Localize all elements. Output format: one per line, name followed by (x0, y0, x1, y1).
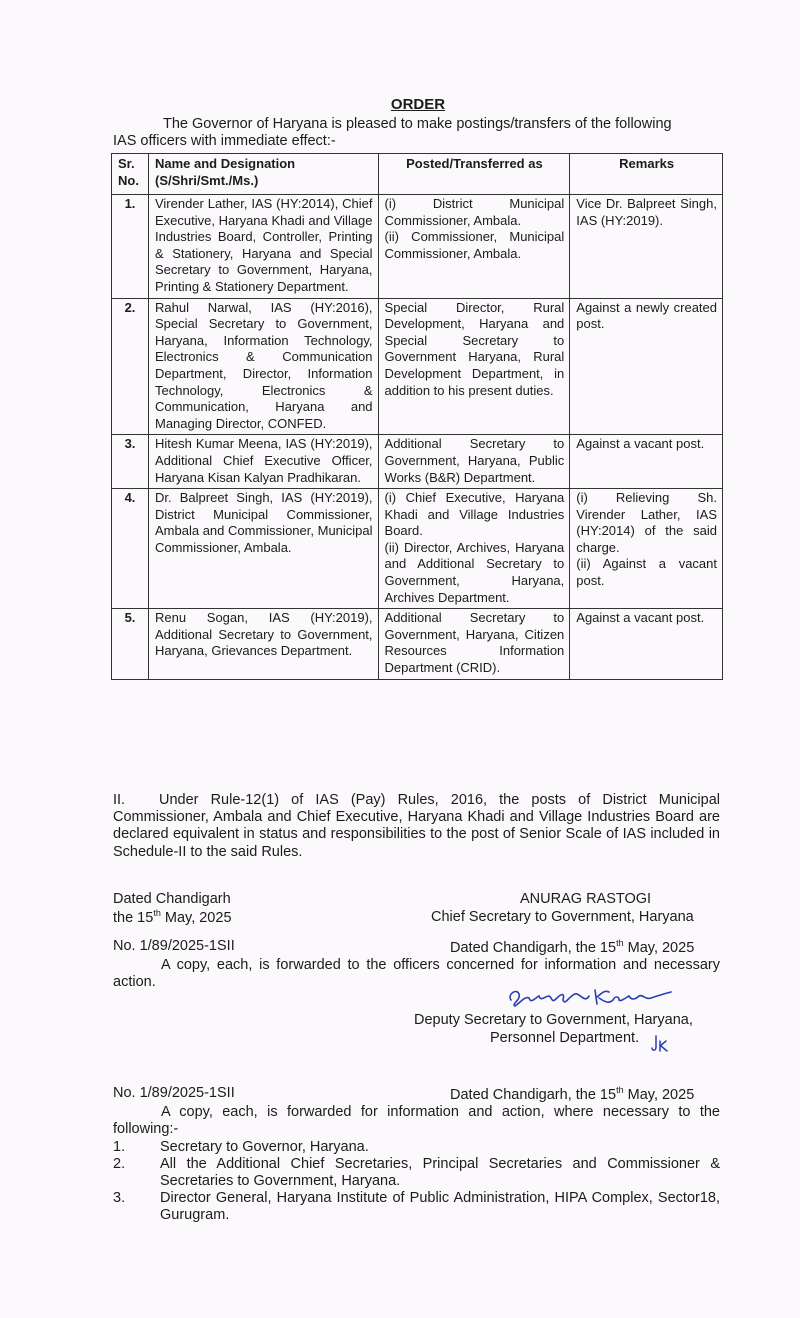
row-sr: 3. (112, 435, 149, 489)
row-posted (378, 609, 570, 679)
signature-image (505, 982, 675, 1010)
row-posted (378, 195, 570, 299)
endorsement-1-number: No. 1/89/2025-1SII (113, 938, 235, 954)
row-remarks-item: Vice Dr. Balpreet Singh, IAS (HY:2019). (576, 196, 717, 228)
header-sr-line-2: No. (118, 172, 139, 188)
dated-date-prefix: the 15 (113, 909, 154, 926)
header-posted: Posted/Transferred as (378, 154, 570, 195)
row-name: Virender Lather, IAS (HY:2014), Chief Executive, Haryana Khadi and Village Industries Board, Controller, Printing & Stationery, Haryana and Special Secretary to Government, Haryana, Printing & Stationery Department. (148, 195, 378, 299)
endorsement-2-date (450, 1085, 694, 1103)
row-posted-item: (ii) Commissioner, Municipal Commissioner, Ambala. (384, 229, 565, 261)
row-sr: 1. (112, 195, 149, 299)
table-row (112, 435, 723, 489)
order-title: ORDER (390, 96, 446, 113)
row-remarks-item: Against a newly created post. (576, 299, 717, 332)
intro-line-1: The Governor of Haryana is pleased to make postings/transfers of the following (163, 116, 672, 132)
endorsement-1-date-sup: th (616, 938, 624, 948)
rule-paragraph-number: II. (113, 792, 126, 808)
endorsement-2-number: No. 1/89/2025-1SII (113, 1085, 235, 1101)
list-item-text: Secretary to Governor, Haryana. (160, 1139, 369, 1155)
row-sr: 4. (112, 489, 149, 609)
header-name (148, 154, 378, 195)
header-sr-line-1: Sr. (118, 156, 135, 171)
dated-date-sup: th (153, 908, 161, 918)
row-posted-item: Additional Secretary to Government, Haryana, Public Works (B&R) Department. (384, 436, 565, 485)
endorsement-2-text-content: A copy, each, is forwarded for information and action, where necessary to the following:- (113, 1104, 720, 1137)
dated-date (113, 908, 232, 926)
rule-paragraph-text: Under Rule-12(1) of IAS (Pay) Rules, 2016, the posts of District Municipal Commissioner, Ambala and Chief Executive, Haryana Khadi and Village Industries Board are declared equivalent in status and responsibilities to the post of Senior Scale of IAS included in Schedule-II to the said Rules. (113, 792, 720, 860)
list-item-number: 1. (113, 1139, 126, 1155)
list-item (113, 1156, 720, 1190)
dated-date-suffix: May, 2025 (160, 909, 232, 926)
row-name: Renu Sogan, IAS (HY:2019), Additional Secretary to Government, Haryana, Grievances Department. (148, 609, 378, 679)
row-name: Dr. Balpreet Singh, IAS (HY:2019), District Municipal Commissioner, Ambala and Commissioner, Municipal Commissioner, Ambala. (148, 489, 378, 609)
rule-paragraph (113, 792, 720, 861)
header-remarks: Remarks (570, 154, 723, 195)
table-row (112, 195, 723, 299)
table-row (112, 489, 723, 609)
row-posted (378, 298, 570, 435)
row-name: Hitesh Kumar Meena, IAS (HY:2019), Additional Chief Executive Officer, Haryana Kisan Kalyan Pradhikaran. (148, 435, 378, 489)
row-remarks-item: (i) Relieving Sh. Virender Lather, IAS (HY:2014) of the said charge. (576, 490, 717, 555)
deputy-secretary-title-2: Personnel Department. (490, 1030, 640, 1046)
row-posted (378, 435, 570, 489)
endorsement-2-date-suffix: May, 2025 (623, 1086, 695, 1103)
header-sr (112, 154, 149, 195)
row-remarks-item: (ii) Against a vacant post. (576, 556, 717, 589)
endorsement-1-date-suffix: May, 2025 (623, 939, 695, 956)
signatory-name: ANURAG RASTOGI (520, 891, 652, 907)
list-item-text: Director General, Haryana Institute of Public Administration, HIPA Complex, Sector18, Gurugram. (160, 1190, 720, 1223)
header-name-line-2: (S/Shri/Smt./Ms.) (154, 172, 259, 188)
endorsement-2-text (113, 1104, 720, 1138)
row-posted (378, 489, 570, 609)
row-posted-item: (i) Chief Executive, Haryana Khadi and Village Industries Board. (384, 490, 565, 539)
table-header-row (112, 154, 723, 195)
table-row (112, 609, 723, 679)
endorsement-2-date-prefix: Dated Chandigarh, the 15 (450, 1086, 617, 1103)
header-name-line-1: Name and Designation (154, 156, 296, 171)
list-item-number: 3. (113, 1190, 126, 1206)
row-posted-item: Additional Secretary to Government, Haryana, Citizen Resources Information Department (CRID). (384, 610, 565, 676)
list-item (113, 1190, 720, 1224)
postings-table (111, 153, 723, 680)
intro-line-2: IAS officers with immediate effect:- (113, 133, 336, 149)
row-remarks (570, 195, 723, 299)
endorsement-1-date-prefix: Dated Chandigarh, the 15 (450, 939, 617, 956)
list-item (113, 1139, 720, 1156)
row-remarks (570, 489, 723, 609)
row-posted-item: (i) District Municipal Commissioner, Ambala. (384, 196, 565, 228)
row-posted-item: (ii) Director, Archives, Haryana and Additional Secretary to Government, Haryana, Archives Department. (384, 539, 565, 605)
list-item-number: 2. (113, 1156, 126, 1172)
row-remarks (570, 435, 723, 489)
endorsement-1-date (450, 938, 694, 956)
dated-place: Dated Chandigarh (113, 891, 231, 907)
table-row (112, 298, 723, 435)
signatory-title: Chief Secretary to Government, Haryana (431, 909, 694, 925)
row-remarks (570, 609, 723, 679)
row-name: Rahul Narwal, IAS (HY:2016), Special Secretary to Government, Haryana, Information Technology, Electronics & Communication Department, Director, Information Technology, Electronics & Communication, Haryana and Managing Director, CONFED. (148, 298, 378, 435)
row-sr: 5. (112, 609, 149, 679)
row-sr: 2. (112, 298, 149, 435)
initials-mark (650, 1033, 672, 1055)
row-remarks (570, 298, 723, 435)
distribution-list (113, 1139, 720, 1224)
endorsement-2-date-sup: th (616, 1085, 624, 1095)
row-remarks-item: Against a vacant post. (576, 436, 705, 452)
row-posted-item: Special Director, Rural Development, Haryana and Special Secretary to Government Haryana, Rural Development Department, in addition to his present duties. (384, 299, 565, 398)
intro-paragraph (113, 116, 720, 150)
list-item-text: All the Additional Chief Secretaries, Principal Secretaries and Commissioner & Secretaries to Government, Haryana. (160, 1156, 720, 1189)
endorsement-1-text-content: A copy, each, is forwarded to the officers concerned for information and necessary action. (113, 957, 720, 990)
row-remarks-item: Against a vacant post. (576, 610, 705, 626)
deputy-secretary-title-1: Deputy Secretary to Government, Haryana, (414, 1012, 693, 1028)
